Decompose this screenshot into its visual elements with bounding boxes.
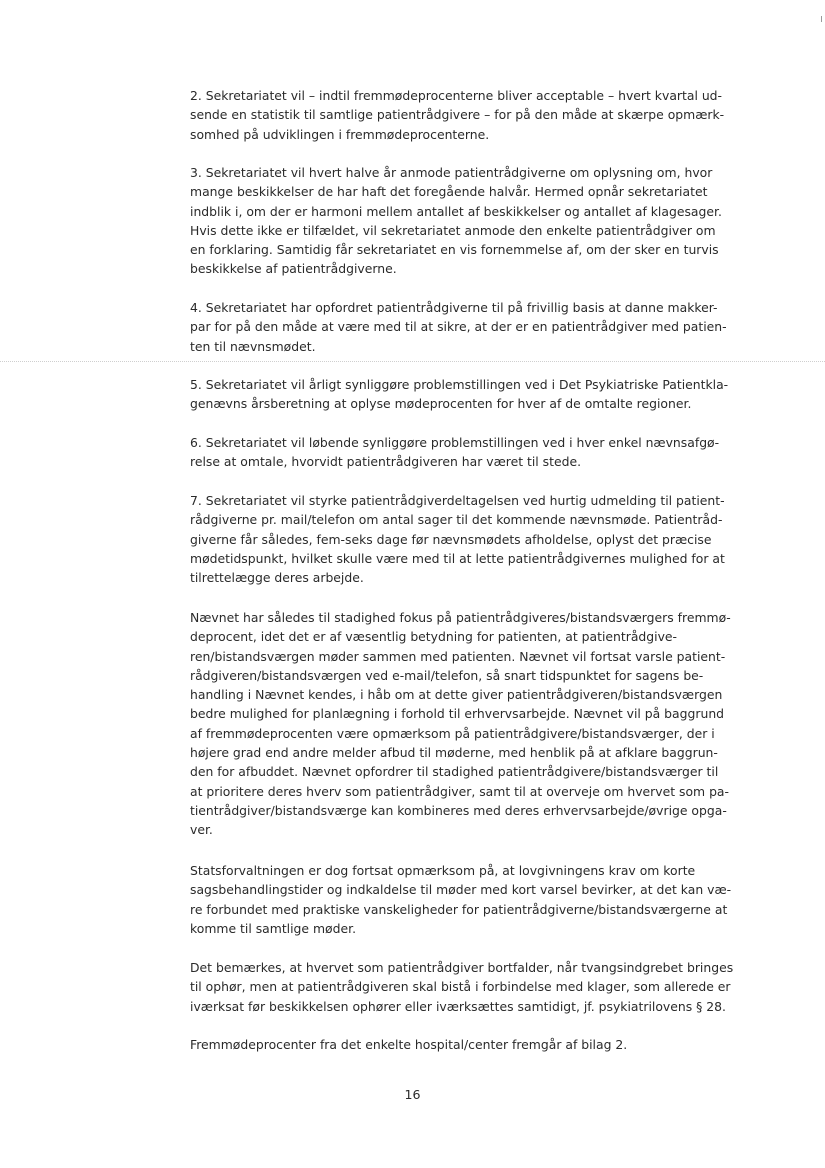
paragraph-statsforvaltningen — [190, 861, 740, 938]
text-line: at prioritere deres hverv som patientrådgiver, samt til at overveje om hvervet som pa- — [190, 783, 729, 799]
scan-fold-line — [0, 361, 825, 362]
paragraph-item-3 — [190, 163, 740, 279]
text-line: ren/bistandsværgen møder sammen med patienten. Nævnet vil fortsat varsle patient- — [190, 648, 726, 664]
paragraph-item-5 — [190, 375, 740, 414]
text-line: mange beskikkelser de har haft det foregående halvår. Hermed opnår sekretariatet — [190, 184, 708, 200]
text-line: rådgiveren/bistandsværgen ved e-mail/telefon, så snart tidspunktet for sagens be- — [190, 667, 704, 683]
text-line: en forklaring. Samtidig får sekretariatet en vis fornemmelse af, om der sker en turvis — [190, 242, 719, 258]
paragraph-item-7 — [190, 491, 740, 587]
text-line: den for afbuddet. Nævnet opfordrer til stadighed patientrådgivere/bistandsværger til — [190, 764, 719, 780]
text-line: deprocent, idet det er af væsentlig betydning for patienten, at patientrådgive- — [190, 629, 678, 645]
paragraph-bilag — [190, 1035, 740, 1054]
paragraph-bemaerkes — [190, 958, 740, 1016]
text-line: re forbundet med praktiske vanskeligheder for patientrådgiverne/bistandsværgerne at — [190, 901, 728, 917]
page-number: 16 — [404, 1087, 421, 1102]
text-line: indblik i, om der er harmoni mellem antallet af beskikkelser og antallet af klagesager. — [190, 203, 722, 219]
text-line: relse at omtale, hvorvidt patientrådgiveren har været til stede. — [190, 454, 582, 470]
text-line: højere grad end andre melder afbud til møderne, med henblik på at afklare baggrun- — [190, 745, 718, 761]
text-line: Det bemærkes, at hvervet som patientrådgiver bortfalder, når tvangsindgrebet bringes — [190, 960, 734, 975]
text-line: komme til samtlige møder. — [190, 920, 357, 936]
text-line: sagsbehandlingstider og indkaldelse til møder med kort varsel bevirker, at det kan væ- — [190, 882, 732, 898]
text-line: af fremmødeprocenten være opmærksom på patientrådgivere/bistandsværger, der i — [190, 725, 715, 741]
paragraph-item-6 — [190, 433, 740, 472]
text-line: 2. Sekretariatet vil – indtil fremmødeprocenterne bliver acceptable – hvert kvartal ud- — [190, 88, 723, 103]
text-line: handling i Nævnet kendes, i håb om at dette giver patientrådgiveren/bistandsværgen — [190, 687, 723, 703]
paragraph-item-2 — [190, 86, 740, 144]
text-line: tilrettelægge deres arbejde. — [190, 570, 364, 586]
text-line: somhed på udviklingen i fremmødeprocenterne. — [190, 126, 490, 142]
text-line: tientrådgiver/bistandsværge kan kombineres med deres erhvervsarbejde/øvrige opga- — [190, 802, 727, 818]
paragraph-item-4 — [190, 298, 740, 356]
paragraph-naevnet-fokus — [190, 608, 740, 840]
text-line: ver. — [190, 822, 213, 838]
text-line: 3. Sekretariatet vil hvert halve år anmode patientrådgiverne om oplysning om, hvor — [190, 165, 713, 180]
text-line: rådgiverne pr. mail/telefon om antal sager til det kommende nævnsmøde. Patientråd- — [190, 512, 723, 528]
text-line: Hvis dette ikke er tilfældet, vil sekretariatet anmode den enkelte patientrådgiver om — [190, 222, 716, 238]
text-line: til ophør, men at patientrådgiveren skal bistå i forbindelse med klager, som allerede er — [190, 979, 731, 995]
text-line: Fremmødeprocenter fra det enkelte hospital/center fremgår af bilag 2. — [190, 1037, 628, 1052]
text-line: 7. Sekretariatet vil styrke patientrådgiverdeltagelsen ved hurtig udmelding til patient- — [190, 493, 725, 508]
text-line: par for på den måde at være med til at sikre, at der er en patientrådgiver med patien- — [190, 319, 727, 335]
text-line: iværksat før beskikkelsen ophører eller iværksættes samtidigt, jf. psykiatrilovens § 28. — [190, 998, 726, 1014]
text-line: 5. Sekretariatet vil årligt synliggøre problemstillingen ved i Det Psykiatriske Patientkla- — [190, 377, 729, 392]
text-line: beskikkelse af patientrådgiverne. — [190, 261, 397, 277]
text-line: Statsforvaltningen er dog fortsat opmærksom på, at lovgivningens krav om korte — [190, 863, 696, 878]
text-line: sende en statistik til samtlige patientrådgivere – for på den måde at skærpe opmærk- — [190, 107, 725, 123]
text-line: Nævnet har således til stadighed fokus på patientrådgiveres/bistandsværgers fremmø- — [190, 610, 731, 625]
text-line: mødetidspunkt, hvilket skulle være med til at lette patientrådgivernes mulighed for at — [190, 550, 725, 566]
text-line: 4. Sekretariatet har opfordret patientrådgiverne til på frivillig basis at danne makker- — [190, 300, 718, 315]
text-line: ten til nævnsmødet. — [190, 338, 316, 354]
text-line: genævns årsberetning at oplyse mødeprocenten for hver af de omtalte regioner. — [190, 396, 692, 412]
text-line: bedre mulighed for planlægning i forhold til erhvervsarbejde. Nævnet vil på baggrund — [190, 706, 725, 722]
text-line: giverne får således, fem-seks dage før nævnsmødets afholdelse, oplyst det præcise — [190, 531, 712, 547]
scan-mark — [821, 16, 822, 22]
text-line: 6. Sekretariatet vil løbende synliggøre problemstillingen ved i hver enkel nævnsafgø- — [190, 435, 720, 450]
